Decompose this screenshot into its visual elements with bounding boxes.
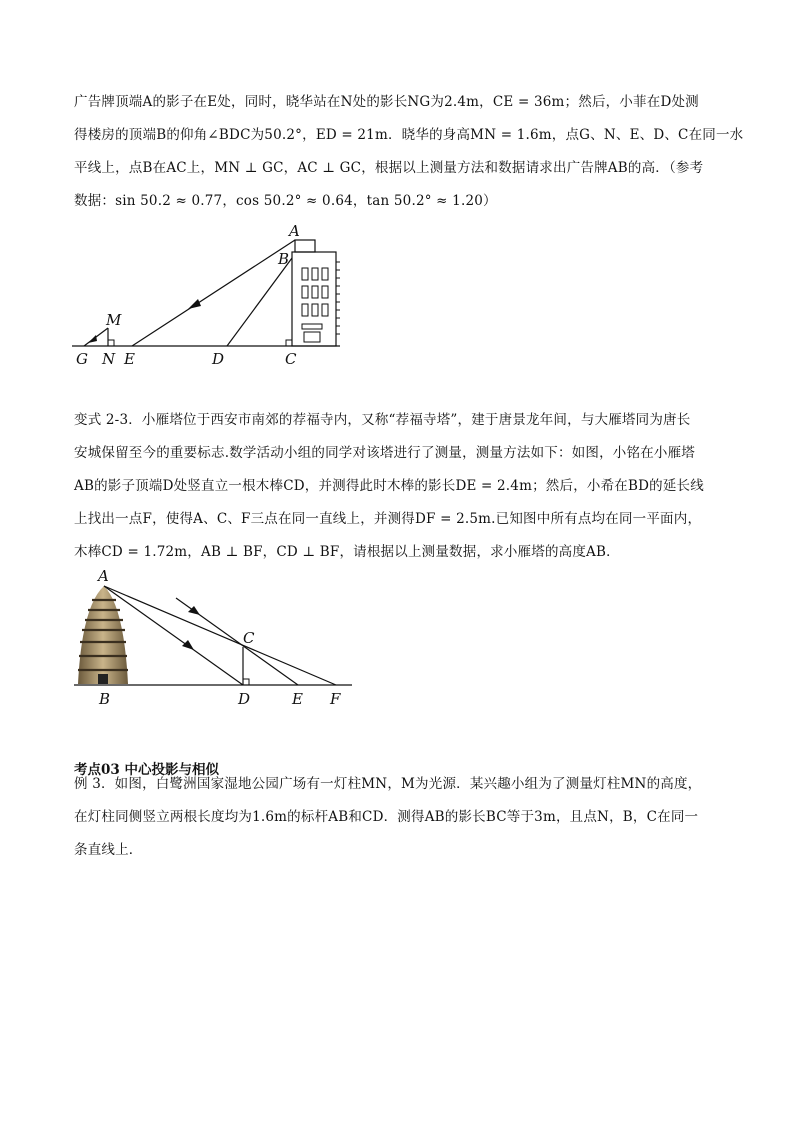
label-C: C <box>243 629 255 647</box>
arrow-head <box>182 640 194 650</box>
label-N: N <box>102 350 116 368</box>
label-C: C <box>285 350 297 368</box>
building <box>292 240 340 346</box>
text-line: 条直线上． <box>74 842 143 858</box>
figure-1-billboard-diagram <box>70 222 360 370</box>
ray-A-F <box>104 586 336 685</box>
arrow-head <box>188 299 201 309</box>
problem-2-text <box>74 404 734 569</box>
label-A: A <box>289 222 300 240</box>
ray-A-E <box>132 240 295 346</box>
right-angle-mark <box>243 679 249 685</box>
label-E: E <box>292 690 303 708</box>
label-B: B <box>278 250 290 268</box>
text-line: 上找出一点F，使得A、C、F三点在同一直线上，并测得DF = 2.5m.已知图中所有点均在同一平面内， <box>74 511 702 527</box>
label-D: D <box>238 690 251 708</box>
problem-3-text <box>74 768 734 867</box>
label-F: F <box>330 690 341 708</box>
text-line: 广告牌顶端A的影子在E处，同时，晓华站在N处的影长NG为2.4m，CE = 36m；然后，小菲在D处测 <box>74 94 699 110</box>
figure-2-pagoda-diagram <box>70 566 360 714</box>
text-line: 变式 2-3．小雁塔位于西安市南郊的荐福寺内，又称“荐福寺塔”，建于唐景龙年间，与大雁塔同为唐长 <box>74 412 691 428</box>
text-line: 例 3．如图，白鹭洲国家湿地公园广场有一灯柱MN，M为光源．某兴趣小组为了测量灯柱MN的高度， <box>74 776 702 792</box>
label-A: A <box>98 567 109 585</box>
problem-1-text <box>74 86 744 218</box>
label-E: E <box>124 350 135 368</box>
right-angle-mark <box>286 340 292 346</box>
text-line: 安城保留至今的重要标志.数学活动小组的同学对该塔进行了测量，测量方法如下：如图，小铭在小雁塔 <box>74 445 695 461</box>
text-line: 数据：sin 50.2 ≈ 0.77，cos 50.2° ≈ 0.64，tan 50.2° ≈ 1.20） <box>74 193 497 209</box>
right-angle-mark <box>108 340 114 346</box>
text-line: 木棒CD = 1.72m，AB ⊥ BF，CD ⊥ BF，请根据以上测量数据，求小雁塔的高度AB． <box>74 544 620 560</box>
section-heading: 考点03 中心投影与相似 <box>74 762 219 778</box>
pagoda-image <box>78 586 128 684</box>
label-D: D <box>212 350 225 368</box>
text-line: 得楼房的顶端B的仰角∠BDC为50.2°，ED = 21m．晓华的身高MN = 1.6m，点G、N、E、D、C在同一水 <box>74 127 744 143</box>
arrow-head <box>88 335 97 343</box>
label-M: M <box>106 311 122 329</box>
text-line: 在灯柱同侧竖立两根长度均为1.6m的标杆AB和CD．测得AB的影长BC等于3m，且点N，B，C在同一 <box>74 809 699 825</box>
label-G: G <box>76 350 88 368</box>
line-B-D <box>227 258 292 346</box>
text-line: 平线上，点B在AC上，MN ⊥ GC，AC ⊥ GC，根据以上测量方法和数据请求出广告牌AB的高．（参考 <box>74 160 704 176</box>
label-B: B <box>99 690 111 708</box>
text-line: AB的影子顶端D处竖直立一根木棒CD，并测得此时木棒的影长DE = 2.4m；然后，小希在BD的延长线 <box>74 478 704 494</box>
